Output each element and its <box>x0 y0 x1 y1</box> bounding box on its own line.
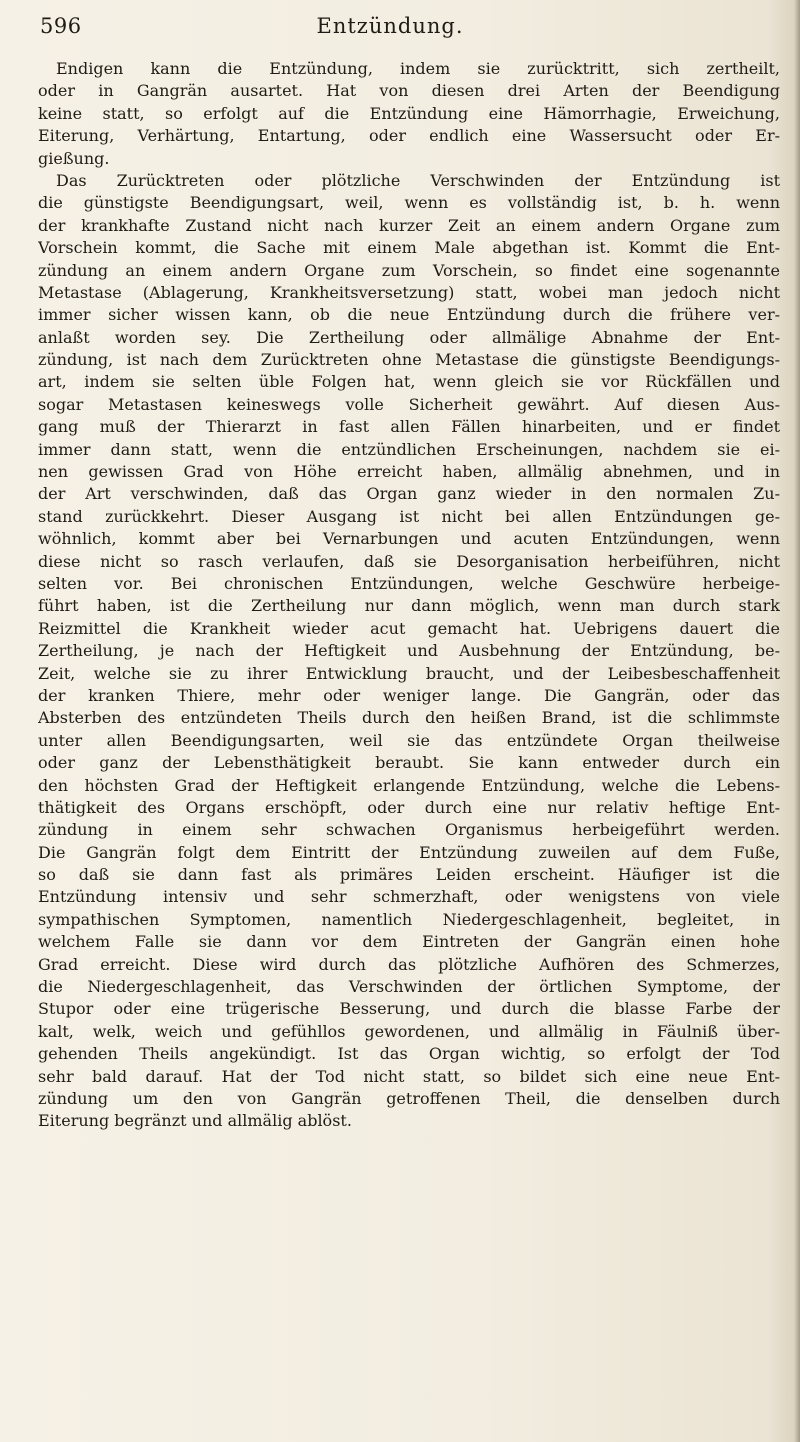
text-line: Endigen kann die Entzündung, indem sie zurücktritt, sich zertheilt, <box>56 59 780 78</box>
text-line: zündung in einem sehr schwachen Organismus herbeigeführt werden. <box>38 820 780 840</box>
text-line: Eiterung begränzt und allmälig ablöst. <box>38 1111 352 1131</box>
text-line: gießung. <box>38 148 110 168</box>
text-line: Grad erreicht. Diese wird durch das plötzliche Aufhören des Schmerzes, <box>38 954 780 974</box>
text-line: gehenden Theils angekündigt. Ist das Organ wichtig, so erfolgt der Tod <box>38 1044 780 1064</box>
text-line: zündung um den von Gangrän getroffenen Theil, die denselben durch <box>38 1088 780 1108</box>
text-line: immer dann statt, wenn die entzündlichen Erscheinungen, nachdem sie ei- <box>38 439 780 459</box>
page-number: 596 <box>40 14 82 38</box>
text-line: so daß sie dann fast als primäres Leiden erscheint. Häufiger ist die <box>38 865 780 885</box>
text-line: Die Gangrän folgt dem Eintritt der Entzündung zuweilen auf dem Fuße, <box>38 842 780 862</box>
text-line: die günstigste Beendigungsart, weil, wenn es vollständig ist, b. h. wenn <box>38 193 780 213</box>
text-line: kalt, welk, weich und gefühllos gewordenen, und allmälig in Fäulniß über- <box>38 1021 780 1041</box>
running-head: Entzündung. <box>316 14 464 38</box>
text-line: zündung an einem andern Organe zum Vorschein, so findet eine sogenannte <box>38 260 780 280</box>
text-line: gang muß der Thierarzt in fast allen Fällen hinarbeiten, und er findet <box>38 417 780 437</box>
text-line: Absterben des entzündeten Theils durch den heißen Brand, ist die schlimmste <box>38 708 780 728</box>
text-line: führt haben, ist die Zertheilung nur dann möglich, wenn man durch stark <box>38 596 780 616</box>
text-line: nen gewissen Grad von Höhe erreicht haben, allmälig abnehmen, und in <box>38 462 780 482</box>
text-line: welchem Falle sie dann vor dem Eintreten der Gangrän einen hohe <box>38 932 780 952</box>
text-line: sympathischen Symptomen, namentlich Niedergeschlagenheit, begleitet, in <box>38 909 780 929</box>
page-header <box>40 14 760 44</box>
text-line: keine statt, so erfolgt auf die Entzündung eine Hämorrhagie, Erweichung, <box>38 103 780 123</box>
text-line: Zertheilung, je nach der Heftigkeit und Ausbehnung der Entzündung, be- <box>38 641 780 661</box>
text-line: der krankhafte Zustand nicht nach kurzer Zeit an einem andern Organe zum <box>38 215 780 235</box>
text-line: der Art verschwinden, daß das Organ ganz wieder in den normalen Zu- <box>38 484 780 504</box>
text-line: Entzündung intensiv und sehr schmerzhaft, oder wenigstens von viele <box>38 887 780 907</box>
text-line: sehr bald darauf. Hat der Tod nicht statt, so bildet sich eine neue Ent- <box>38 1066 780 1086</box>
text-line: thätigkeit des Organs erschöpft, oder durch eine nur relativ heftige Ent- <box>38 797 780 817</box>
text-line: Zeit, welche sie zu ihrer Entwicklung braucht, und der Leibesbeschaffenheit <box>38 663 780 683</box>
text-line: Vorschein kommt, die Sache mit einem Male abgethan ist. Kommt die Ent- <box>38 238 780 258</box>
text-line: der kranken Thiere, mehr oder weniger lange. Die Gangrän, oder das <box>38 685 780 705</box>
body-text <box>38 58 780 1133</box>
binding-edge <box>794 0 800 1442</box>
text-line: unter allen Beendigungsarten, weil sie das entzündete Organ theilweise <box>38 730 780 750</box>
text-line: stand zurückkehrt. Dieser Ausgang ist nicht bei allen Entzündungen ge- <box>38 506 780 526</box>
text-line: zündung, ist nach dem Zurücktreten ohne Metastase die günstigste Beendigungs- <box>38 350 780 370</box>
text-line: art, indem sie selten üble Folgen hat, wenn gleich sie vor Rückfällen und <box>38 372 780 392</box>
text-line: Metastase (Ablagerung, Krankheitsversetzung) statt, wobei man jedoch nicht <box>38 282 780 302</box>
text-line: selten vor. Bei chronischen Entzündungen, welche Geschwüre herbeige- <box>38 573 780 593</box>
text-line: diese nicht so rasch verlaufen, daß sie Desorganisation herbeiführen, nicht <box>38 551 780 571</box>
text-line: Stupor oder eine trügerische Besserung, und durch die blasse Farbe der <box>38 999 780 1019</box>
text-line: anlaßt worden sey. Die Zertheilung oder allmälige Abnahme der Ent- <box>38 327 780 347</box>
text-line: die Niedergeschlagenheit, das Verschwinden der örtlichen Symptome, der <box>38 977 780 997</box>
text-line: immer sicher wissen kann, ob die neue Entzündung durch die frühere ver- <box>38 305 780 325</box>
text-line: den höchsten Grad der Heftigkeit erlangende Entzündung, welche die Lebens- <box>38 775 780 795</box>
text-line: Das Zurücktreten oder plötzliche Verschwinden der Entzündung ist <box>56 170 780 190</box>
text-line: wöhnlich, kommt aber bei Vernarbungen und acuten Entzündungen, wenn <box>38 529 780 549</box>
text-line: sogar Metastasen keineswegs volle Sicherheit gewährt. Auf diesen Aus- <box>38 394 780 414</box>
text-line: Reizmittel die Krankheit wieder acut gemacht hat. Uebrigens dauert die <box>38 618 780 638</box>
text-line: oder in Gangrän ausartet. Hat von diesen drei Arten der Beendigung <box>38 81 780 101</box>
text-line: Eiterung, Verhärtung, Entartung, oder endlich eine Wassersucht oder Er- <box>38 126 780 146</box>
text-line: oder ganz der Lebensthätigkeit beraubt. Sie kann entweder durch ein <box>38 753 780 773</box>
